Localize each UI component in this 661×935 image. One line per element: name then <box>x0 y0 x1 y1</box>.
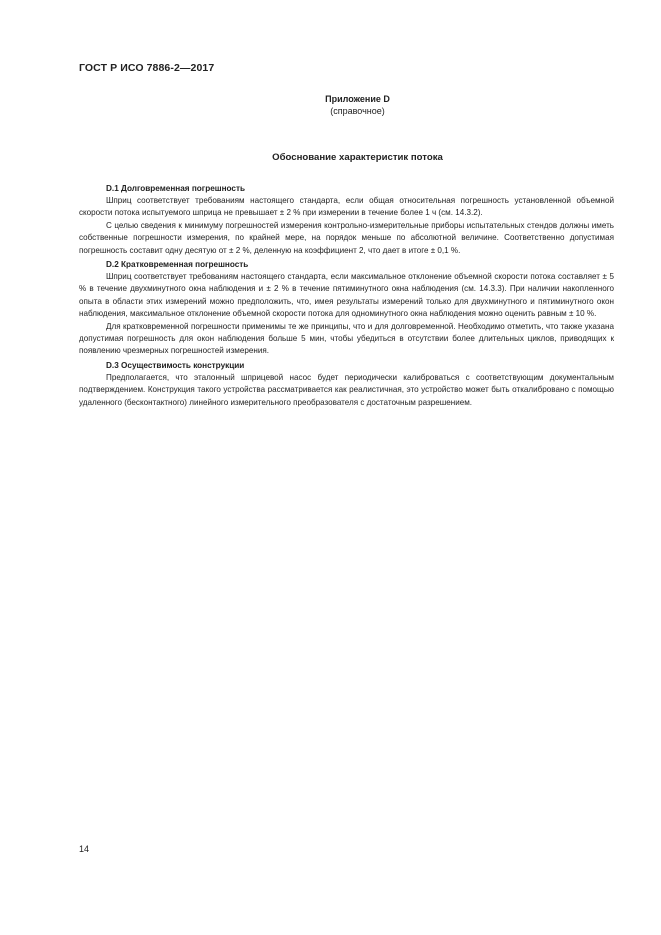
annex-title: Приложение D <box>325 94 390 104</box>
paragraph: Шприц соответствует требованиям настоящего стандарта, если максимальное отклонение объемной скорости потока составляет ± 5 % в течение двухминутного окна наблюдения и ± 2 % в течение пятиминутного окна наблюдения (см. 14.3.3). При наличии накопленного опыта в области этих измерений можно предположить, что, имея результаты измерений только для двухминутного и пятиминутного окон наблюдения, максимальное отклонение объемной скорости потока для одноминутного окна наблюдения можно оценить равным ± 10 %. <box>79 272 614 319</box>
annex-heading <box>79 93 636 117</box>
page-number: 14 <box>79 844 90 854</box>
section-d2 <box>79 258 614 358</box>
section-d1 <box>79 182 614 257</box>
section-heading: D.3 Осуществимость конструкции <box>106 360 245 370</box>
paragraph: Предполагается, что эталонный шприцевой насос будет периодически калиброваться с соответствующим документальным подтверждением. Конструкция такого устройства рассматривается как реалистичная, это устройство может быть откалибровано с помощью удаленного (бесконтактного) линейного измерительного преобразователя с достаточным разрешением. <box>79 372 614 407</box>
annex-status: (справочное) <box>330 106 385 116</box>
paragraph: С целью сведения к минимуму погрешностей измерения контрольно-измерительные приборы испытательных стендов должны иметь собственные погрешности измерения, по крайней мере, на порядок меньше по абсолютной величине. Соответственно допустимая погрешность составит одну десятую от ± 2 %, деленную на коэффициент 2, что дает в итоге ± 0,1 %. <box>79 220 614 255</box>
document-title: Обоснование характеристик потока <box>272 152 443 163</box>
document-body <box>79 182 614 410</box>
standard-code: ГОСТ Р ИСО 7886-2—2017 <box>79 62 215 74</box>
paragraph: Для кратковременной погрешности применимы те же принципы, что и для долговременной. Необходимо отметить, что также указана допустимая погрешность для окон наблюдения больше 5 мин, чтобы убедиться в отсутствии более длительных циклов, приводящих к появлению чрезмерных погрешностей измерения. <box>79 321 614 356</box>
paragraph: Шприц соответствует требованиям настоящего стандарта, если общая относительная погрешность установленной объемной скорости потока испытуемого шприца не превышает ± 2 % при измерении в течение более 1 ч (см. 14.3.2). <box>79 196 614 218</box>
section-heading: D.1 Долговременная погрешность <box>106 184 246 193</box>
section-heading: D.2 Кратковременная погрешность <box>106 260 249 270</box>
section-d3 <box>79 359 614 409</box>
